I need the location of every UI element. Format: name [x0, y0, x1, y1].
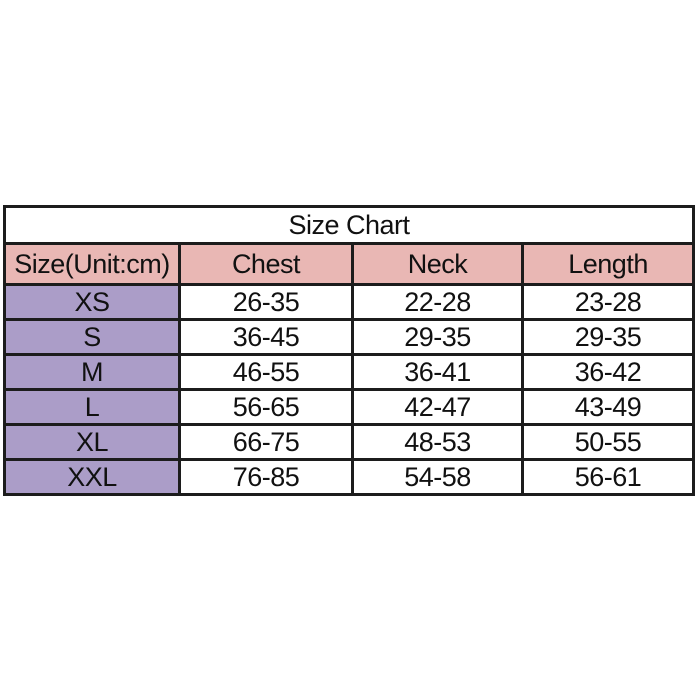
chest-cell: 26-35: [180, 285, 353, 320]
neck-cell: 29-35: [352, 320, 522, 355]
chest-cell: 36-45: [180, 320, 353, 355]
chest-cell: 56-65: [180, 390, 353, 425]
table-row-s: [5, 320, 694, 355]
length-cell: 29-35: [523, 320, 694, 355]
chest-cell: 76-85: [180, 460, 353, 495]
neck-cell: 36-41: [352, 355, 522, 390]
neck-cell: 22-28: [352, 285, 522, 320]
column-header-neck: Neck: [352, 244, 522, 285]
chest-cell: 66-75: [180, 425, 353, 460]
size-cell: L: [5, 390, 180, 425]
column-header-chest: Chest: [180, 244, 353, 285]
table-row-xxl: [5, 460, 694, 495]
neck-cell: 48-53: [352, 425, 522, 460]
size-cell: S: [5, 320, 180, 355]
table-row-m: [5, 355, 694, 390]
length-cell: 50-55: [523, 425, 694, 460]
size-cell: XS: [5, 285, 180, 320]
length-cell: 56-61: [523, 460, 694, 495]
header-row: [5, 244, 694, 285]
column-header-size: Size(Unit:cm): [5, 244, 180, 285]
length-cell: 43-49: [523, 390, 694, 425]
length-cell: 36-42: [523, 355, 694, 390]
table-title: Size Chart: [5, 207, 694, 244]
chest-cell: 46-55: [180, 355, 353, 390]
title-row: [5, 207, 694, 244]
neck-cell: 42-47: [352, 390, 522, 425]
column-header-length: Length: [523, 244, 694, 285]
table-row-xl: [5, 425, 694, 460]
table-row-xs: [5, 285, 694, 320]
neck-cell: 54-58: [352, 460, 522, 495]
size-cell: XXL: [5, 460, 180, 495]
length-cell: 23-28: [523, 285, 694, 320]
size-chart-table: [3, 205, 695, 496]
size-cell: XL: [5, 425, 180, 460]
size-cell: M: [5, 355, 180, 390]
table-row-l: [5, 390, 694, 425]
